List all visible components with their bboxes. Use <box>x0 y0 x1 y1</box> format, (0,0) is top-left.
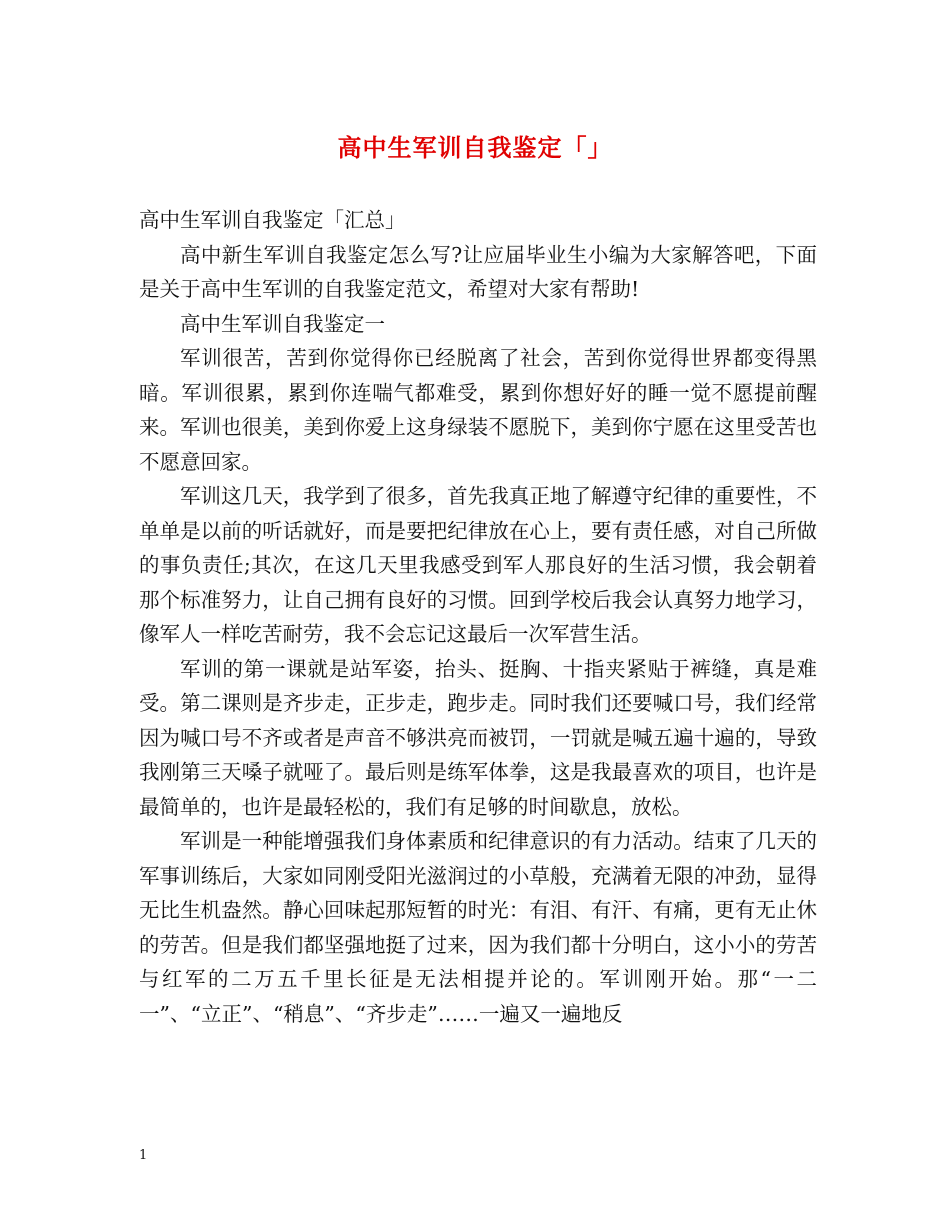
document-title: 高中生军训自我鉴定「」 <box>337 133 613 162</box>
paragraph: 军训是一种能增强我们身体素质和纪律意识的有力活动。结束了几天的军事训练后，大家如同刚受阳光滋润过的小草般，充满着无限的冲劲，显得无比生机盎然。静心回味起那短暂的时光：有泪、有汗、有痛，更有无止休的劳苦。但是我们都坚强地挺了过来，因为我们都十分明白，这小小的劳苦与红军的二万五千里长征是无法相提并论的。军训刚开始。那“一二一”、“立正”、“稍息”、“齐步走”……一遍又一遍地反 <box>139 829 817 1026</box>
paragraph: 军训这几天，我学到了很多，首先我真正地了解遵守纪律的重要性，不单单是以前的听话就好，而是要把纪律放在心上，要有责任感，对自己所做的事负责任;其次，在这几天里我感受到军人那良好的生活习惯，我会朝着那个标准努力，让自己拥有良好的习惯。回到学校后我会认真努力地学习，像军人一样吃苦耐劳，我不会忘记这最后一次军营生活。 <box>139 484 817 646</box>
paragraph-intro: 高中新生军训自我鉴定怎么写?让应届毕业生小编为大家解答吧，下面是关于高中生军训的自我鉴定范文，希望对大家有帮助! <box>139 242 817 301</box>
paragraph: 军训的第一课就是站军姿，抬头、挺胸、十指夹紧贴于裤缝，真是难受。第二课则是齐步走，正步走，跑步走。同时我们还要喊口号，我们经常因为喊口号不齐或者是声音不够洪亮而被罚，一罚就是喊五遍十遍的，导致我刚第三天嗓子就哑了。最后则是练军体拳，这是我最喜欢的项目，也许是最简单的，也许是最轻松的，我们有足够的时间歇息，放松。 <box>139 656 817 819</box>
document-body <box>139 203 817 1031</box>
page-number: 1 <box>139 1148 148 1163</box>
document-subtitle: 高中生军训自我鉴定「汇总」 <box>139 208 406 232</box>
paragraph: 军训很苦，苦到你觉得你已经脱离了社会，苦到你觉得世界都变得黑暗。军训很累，累到你连喘气都难受，累到你想好好的睡一觉不愿提前醒来。军训也很美，美到你爱上这身绿装不愿脱下，美到你宁愿在这里受苦也不愿意回家。 <box>139 346 817 474</box>
section-heading: 高中生军训自我鉴定一 <box>180 311 385 336</box>
